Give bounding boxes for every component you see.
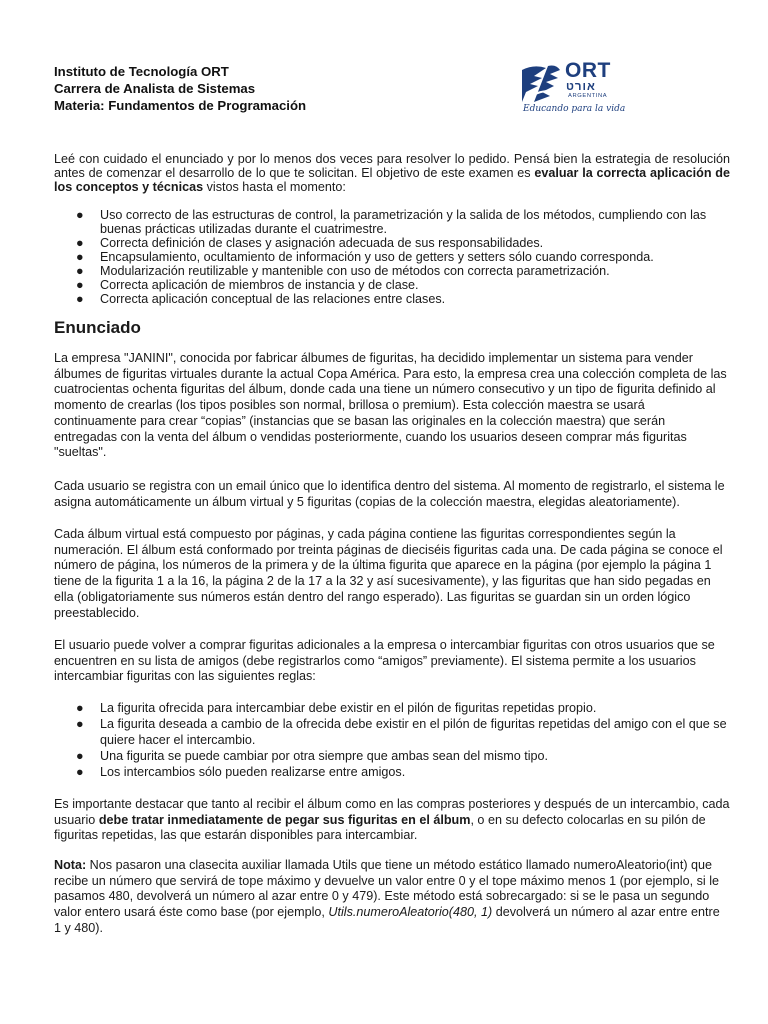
list-item <box>54 278 730 292</box>
career-name: Carrera de Analista de Sistemas <box>54 81 256 96</box>
list-item-text: La figurita deseada a cambio de la ofrecida debe existir en el pilón de figuritas repetidas del amigo con el que se quiere hacer el intercambio. <box>100 717 727 747</box>
list-item <box>54 700 730 716</box>
list-item-text: Modularización reutilizable y mantenible con uso de métodos con correcta parametrización. <box>100 264 610 278</box>
note-text: Nos pasaron una clasecita auxiliar llamada Utils que tiene un método estático llamado numeroAleatorio(int) que recibe un número que servirá de tope máximo y devuelve un valor entre 0 y el tope máximo menos 1 (por ejemplo, si le pasamos 480, devolverá un número al azar entre 0 y 479). Este método está sobrecargado: si se le pasa un segundo valor entero usará éste como base (por ejemplo, <box>54 858 720 920</box>
logo-country: ARGENTINA <box>568 93 608 99</box>
logo-tagline: Educando para la vida <box>523 104 626 114</box>
ort-emblem-icon <box>520 62 562 104</box>
important-text-end: , o en su defecto colocarlas en su pilón de figuritas repetidas, las que estarán disponibles para intercambiar. <box>54 812 706 843</box>
list-item-text: Uso correcto de las estructuras de control, la parametrización y la salida de los métodos, cumpliendo con las buenas prácticas utilizadas durante el cuatrimestre. <box>100 208 707 236</box>
list-item <box>54 236 730 250</box>
bullet-icon: ● <box>76 292 84 306</box>
list-item <box>54 292 730 306</box>
list-item-text: Encapsulamiento, ocultamiento de información y uso de getters y setters sólo cuando corresponda. <box>100 250 654 264</box>
bullet-icon: ● <box>76 208 84 222</box>
institute-name: Instituto de Tecnología ORT <box>54 64 229 79</box>
list-item-text: Correcta aplicación conceptual de las relaciones entre clases. <box>100 292 446 306</box>
list-item-text: Los intercambios sólo pueden realizarse entre amigos. <box>100 765 406 779</box>
list-item <box>54 250 730 264</box>
subject-name: Materia: Fundamentos de Programación <box>54 98 307 113</box>
important-emphasis: debe tratar inmediatamente de pegar sus figuritas en el álbum <box>98 812 471 827</box>
objectives-list <box>54 208 730 306</box>
note-code-example: Utils.numeroAleatorio(480, 1) <box>328 905 493 920</box>
section-title: Enunciado <box>54 318 141 337</box>
document-header <box>54 63 306 114</box>
paragraph-important <box>54 797 730 844</box>
list-item-text: La figurita ofrecida para intercambiar debe existir en el pilón de figuritas repetidas propio. <box>100 701 597 715</box>
bullet-icon: ● <box>76 264 84 278</box>
intro-text-end: vistos hasta el momento: <box>203 180 346 194</box>
paragraph-company: La empresa "JANINI", conocida por fabricar álbumes de figuritas, ha decidido implementar un sistema para vender álbumes de figuritas virtuales durante la actual Copa América. Para esto, la empresa crea una colección completa de las cuatrocientas ochenta figuritas del álbum, donde cada una tiene un número consecutivo y un tipo de figurita definido al momento de crearlas (los tipos posibles son normal, brillosa o premium). Esta colección maestra se usará continuamente para crear “copias” (instancias que se basan las originales en la colección maestra) que serán entregadas con la venta del álbum o vendidas posteriormente, cuando los usuarios deseen comprar más figuritas "sueltas". <box>54 351 727 460</box>
paragraph-exchange: El usuario puede volver a comprar figuritas adicionales a la empresa o intercambiar figuritas con otros usuarios que se encuentren en su lista de amigos (debe registrarlos como “amigos” previamente). El sistema permite a los usuarios intercambiar figuritas con las siguientes reglas: <box>54 638 715 684</box>
bullet-icon: ● <box>76 250 84 264</box>
list-item <box>54 716 730 748</box>
list-item <box>54 764 730 780</box>
list-item <box>54 208 730 236</box>
logo-wordmark: ORT <box>565 59 611 82</box>
paragraph-user: Cada usuario se registra con un email único que lo identifica dentro del sistema. Al momento de registrarlo, el sistema le asigna automáticamente un álbum virtual y 5 figuritas (copias de la colección maestra, elegidas aleatoriamente). <box>54 479 725 509</box>
list-item-text: Correcta definición de clases y asignación adecuada de sus responsabilidades. <box>100 236 544 250</box>
ort-logo <box>520 59 626 122</box>
note-label: Nota: <box>54 858 87 872</box>
bullet-icon: ● <box>76 236 84 250</box>
important-text: Es importante destacar que tanto al recibir el álbum como en las compras posteriores y después de un intercambio, cada usuario <box>54 797 730 827</box>
list-item-text: Correcta aplicación de miembros de instancia y de clase. <box>100 278 419 292</box>
logo-hebrew: אורט <box>566 81 596 93</box>
bullet-icon: ● <box>76 749 84 763</box>
intro-emphasis: evaluar la correcta aplicación de los conceptos y técnicas <box>54 166 730 194</box>
bullet-icon: ● <box>76 765 84 779</box>
bullet-icon: ● <box>76 278 84 292</box>
list-item <box>54 748 730 764</box>
bullet-icon: ● <box>76 717 84 731</box>
intro-text: Leé con cuidado el enunciado y por lo menos dos veces para resolver lo pedido. Pensá bien la estrategia de resolución antes de comenzar el desarrollo de lo que te solicitan. El objetivo de este examen es <box>54 152 730 180</box>
note-text-end: devolverá un número al azar entre entre 1 y 480). <box>54 905 720 935</box>
paragraph-album: Cada álbum virtual está compuesto por páginas, y cada página contiene las figuritas correspondientes según la numeración. El álbum está conformado por treinta páginas de dieciséis figuritas cada una. De cada página se conoce el número de página, los números de la primera y de la última figurita que aparece en la página (por ejemplo la página 1 tiene de la figurita 1 a la 16, la página 2 de la 17 a la 32 y así sucesivamente), y las figuritas que han sido pegadas en ella (obligatoriamente sus números están dentro del rango esperado). Las figuritas se guardan sin un orden lógico preestablecido. <box>54 527 723 620</box>
list-item <box>54 264 730 278</box>
intro-paragraph <box>54 152 730 194</box>
note-paragraph <box>54 858 730 937</box>
list-item-text: Una figurita se puede cambiar por otra siempre que ambas sean del mismo tipo. <box>100 749 549 763</box>
rules-list <box>54 700 730 780</box>
bullet-icon: ● <box>76 701 84 715</box>
